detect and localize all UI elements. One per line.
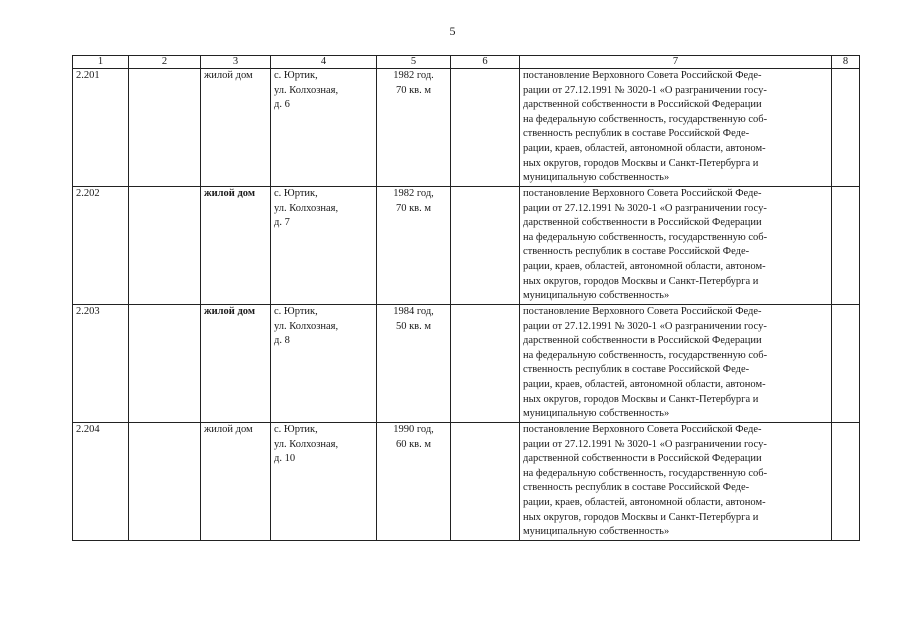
column-8-cell xyxy=(832,69,860,187)
legal-basis-line: ственность республик в составе Российской Феде- xyxy=(523,364,750,376)
legal-basis-line: рации от 27.12.1991 № 3020-1 «О разграничении госу- xyxy=(523,438,767,450)
legal-basis-line: постановление Верховного Совета Российской Феде- xyxy=(523,70,762,81)
registry-table xyxy=(72,55,860,541)
column-6-cell xyxy=(451,423,520,541)
legal-basis-line: рации от 27.12.1991 № 3020-1 «О разграничении госу- xyxy=(523,84,767,96)
legal-basis-cell xyxy=(520,305,832,423)
legal-basis-line: рации, краев, областей, автономной области, автоном- xyxy=(523,378,766,390)
characteristics-cell xyxy=(377,305,451,423)
legal-basis-line: на федеральную собственность, государственную соб- xyxy=(523,231,768,243)
characteristics-line: 1984 год, xyxy=(393,306,434,317)
address-cell xyxy=(271,69,377,187)
object-type-cell: жилой дом xyxy=(201,305,271,423)
characteristics-line: 50 кв. м xyxy=(395,320,432,332)
legal-basis-line: ственность республик в составе Российской Феде- xyxy=(523,246,750,258)
column-2-cell xyxy=(129,187,201,305)
address-line: ул. Колхозная, xyxy=(274,202,339,214)
table-row xyxy=(73,187,860,305)
legal-basis-cell xyxy=(520,423,832,541)
column-8-cell xyxy=(832,187,860,305)
object-type-cell: жилой дом xyxy=(201,187,271,305)
legal-basis-line: дарственной собственности в Российской Федерации xyxy=(523,453,762,465)
column-6-cell xyxy=(451,187,520,305)
legal-basis-cell xyxy=(520,69,832,187)
table-row xyxy=(73,69,860,187)
characteristics-line: 1982 год. xyxy=(393,70,434,81)
characteristics-line: 70 кв. м xyxy=(395,202,432,214)
characteristics-line: 70 кв. м xyxy=(395,84,432,96)
characteristics-line: 60 кв. м xyxy=(395,438,432,450)
column-header: 2 xyxy=(129,56,201,69)
legal-basis-line: рации, краев, областей, автономной области, автоном- xyxy=(523,496,766,508)
characteristics-cell xyxy=(377,69,451,187)
characteristics-line: 1982 год, xyxy=(393,188,434,199)
column-2-cell xyxy=(129,69,201,187)
legal-basis-line: постановление Верховного Совета Российской Феде- xyxy=(523,424,762,435)
column-header: 6 xyxy=(451,56,520,69)
row-number-cell: 2.203 xyxy=(73,305,129,423)
legal-basis-line: ных округов, городов Москвы и Санкт-Петербурга и xyxy=(523,275,759,287)
column-2-cell xyxy=(129,305,201,423)
row-number-cell: 2.204 xyxy=(73,423,129,541)
table-row xyxy=(73,305,860,423)
legal-basis-line: ных округов, городов Москвы и Санкт-Петербурга и xyxy=(523,157,759,169)
column-8-cell xyxy=(832,305,860,423)
legal-basis-line: муниципальную собственность» xyxy=(523,172,670,184)
legal-basis-line: постановление Верховного Совета Российской Феде- xyxy=(523,306,762,317)
column-8-cell xyxy=(832,423,860,541)
legal-basis-line: рации от 27.12.1991 № 3020-1 «О разграничении госу- xyxy=(523,202,767,214)
legal-basis-line: ных округов, городов Москвы и Санкт-Петербурга и xyxy=(523,393,759,405)
address-line: с. Юртик, xyxy=(274,70,318,81)
address-line: д. 6 xyxy=(274,99,290,111)
header-row xyxy=(73,56,860,69)
column-header: 5 xyxy=(377,56,451,69)
legal-basis-line: муниципальную собственность» xyxy=(523,526,670,538)
address-line: с. Юртик, xyxy=(274,188,318,199)
object-type-cell: жилой дом xyxy=(201,423,271,541)
address-line: д. 7 xyxy=(274,217,290,229)
column-header: 3 xyxy=(201,56,271,69)
address-cell xyxy=(271,305,377,423)
column-header: 7 xyxy=(520,56,832,69)
legal-basis-line: рации, краев, областей, автономной области, автоном- xyxy=(523,260,766,272)
legal-basis-line: на федеральную собственность, государственную соб- xyxy=(523,349,768,361)
page-number: 5 xyxy=(449,24,456,38)
legal-basis-line: дарственной собственности в Российской Федерации xyxy=(523,217,762,229)
legal-basis-cell xyxy=(520,187,832,305)
table-row xyxy=(73,423,860,541)
address-line: д. 8 xyxy=(274,335,290,347)
legal-basis-line: на федеральную собственность, государственную соб- xyxy=(523,467,768,479)
address-cell xyxy=(271,187,377,305)
column-header: 8 xyxy=(832,56,860,69)
row-number-cell: 2.202 xyxy=(73,187,129,305)
legal-basis-line: ственность республик в составе Российской Феде- xyxy=(523,482,750,494)
legal-basis-line: ственность республик в составе Российской Феде- xyxy=(523,128,750,140)
characteristics-line: 1990 год, xyxy=(393,424,434,435)
legal-basis-line: ных округов, городов Москвы и Санкт-Петербурга и xyxy=(523,511,759,523)
legal-basis-line: рации, краев, областей, автономной области, автоном- xyxy=(523,142,766,154)
column-2-cell xyxy=(129,423,201,541)
legal-basis-line: на федеральную собственность, государственную соб- xyxy=(523,113,768,125)
legal-basis-line: муниципальную собственность» xyxy=(523,408,670,420)
column-6-cell xyxy=(451,69,520,187)
object-type-cell: жилой дом xyxy=(201,69,271,187)
characteristics-cell xyxy=(377,423,451,541)
legal-basis-line: муниципальную собственность» xyxy=(523,290,670,302)
legal-basis-line: дарственной собственности в Российской Федерации xyxy=(523,99,762,111)
legal-basis-line: рации от 27.12.1991 № 3020-1 «О разграничении госу- xyxy=(523,320,767,332)
column-6-cell xyxy=(451,305,520,423)
legal-basis-line: дарственной собственности в Российской Федерации xyxy=(523,335,762,347)
address-line: д. 10 xyxy=(274,453,296,465)
legal-basis-line: постановление Верховного Совета Российской Феде- xyxy=(523,188,762,199)
address-line: ул. Колхозная, xyxy=(274,438,339,450)
address-line: с. Юртик, xyxy=(274,306,318,317)
column-header: 4 xyxy=(271,56,377,69)
column-header: 1 xyxy=(73,56,129,69)
address-line: с. Юртик, xyxy=(274,424,318,435)
characteristics-cell xyxy=(377,187,451,305)
address-cell xyxy=(271,423,377,541)
address-line: ул. Колхозная, xyxy=(274,320,339,332)
row-number-cell: 2.201 xyxy=(73,69,129,187)
address-line: ул. Колхозная, xyxy=(274,84,339,96)
